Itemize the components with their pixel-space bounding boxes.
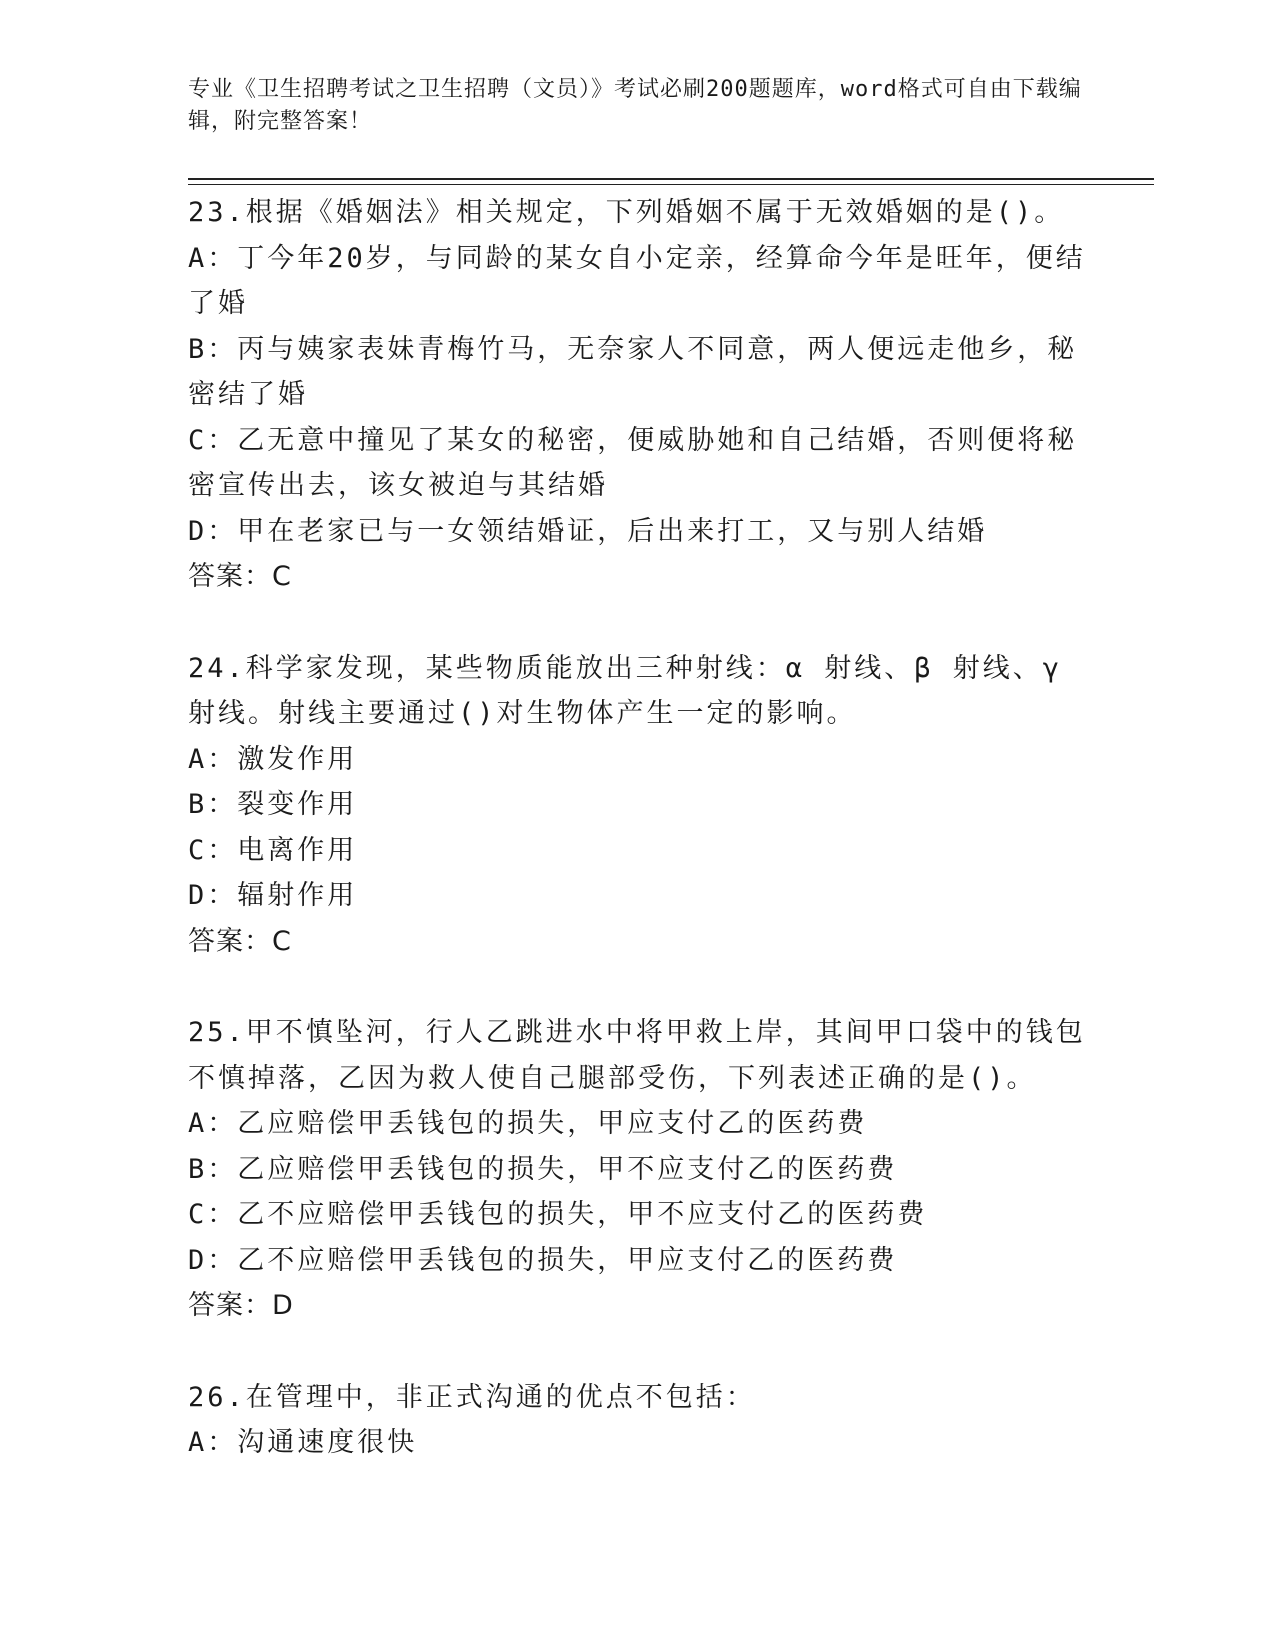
answer-line: 答案：C bbox=[188, 561, 292, 592]
option-d: D：甲在老家已与一女领结婚证，后出来打工，又与别人结婚 bbox=[188, 515, 988, 547]
answer-line: 答案：D bbox=[188, 1290, 294, 1321]
question-23 bbox=[188, 190, 1088, 600]
option-d: D：辐射作用 bbox=[188, 880, 358, 911]
option-c: C：电离作用 bbox=[188, 834, 358, 866]
option-c: C：乙不应赔偿甲丢钱包的损失，甲不应支付乙的医药费 bbox=[188, 1199, 928, 1230]
option-d: D：乙不应赔偿甲丢钱包的损失，甲应支付乙的医药费 bbox=[188, 1244, 898, 1276]
document-header: 专业《卫生招聘考试之卫生招聘（文员）》考试必刷200题题库，word格式可自由下载编辑，附完整答案！ bbox=[188, 77, 1082, 134]
header-divider-thick bbox=[188, 178, 1154, 180]
answer-line: 答案：C bbox=[188, 925, 292, 957]
option-b: B：裂变作用 bbox=[188, 789, 358, 820]
question-stem: 26.在管理中，非正式沟通的优点不包括： bbox=[188, 1381, 756, 1413]
question-list bbox=[188, 190, 1088, 1512]
option-b: B：乙应赔偿甲丢钱包的损失，甲不应支付乙的医药费 bbox=[188, 1153, 898, 1185]
question-stem: 25.甲不慎坠河，行人乙跳进水中将甲救上岸，其间甲口袋中的钱包不慎掉落，乙因为救人使自己腿部受伤，下列表述正确的是()。 bbox=[188, 1017, 1086, 1094]
option-a: A：沟通速度很快 bbox=[188, 1427, 418, 1458]
question-stem: 23.根据《婚姻法》相关规定，下列婚姻不属于无效婚姻的是()。 bbox=[188, 197, 1065, 228]
option-a: A：丁今年20岁，与同龄的某女自小定亲，经算命今年是旺年，便结了婚 bbox=[188, 242, 1086, 319]
option-a: A：激发作用 bbox=[188, 743, 358, 775]
header-divider-thin bbox=[188, 184, 1154, 185]
option-b: B：丙与姨家表妹青梅竹马，无奈家人不同意，两人便远走他乡，秘密结了婚 bbox=[188, 333, 1078, 410]
option-c: C：乙无意中撞见了某女的秘密，便威胁她和自己结婚，否则便将秘密宣传出去，该女被迫与其结婚 bbox=[188, 424, 1078, 501]
option-a: A：乙应赔偿甲丢钱包的损失，甲应支付乙的医药费 bbox=[188, 1108, 868, 1139]
question-25 bbox=[188, 1010, 1088, 1329]
question-24 bbox=[188, 646, 1088, 965]
question-stem: 24.科学家发现，某些物质能放出三种射线：α 射线、β 射线、γ 射线。射线主要通过()对生物体产生一定的影响。 bbox=[188, 652, 1063, 729]
question-26 bbox=[188, 1375, 1088, 1466]
